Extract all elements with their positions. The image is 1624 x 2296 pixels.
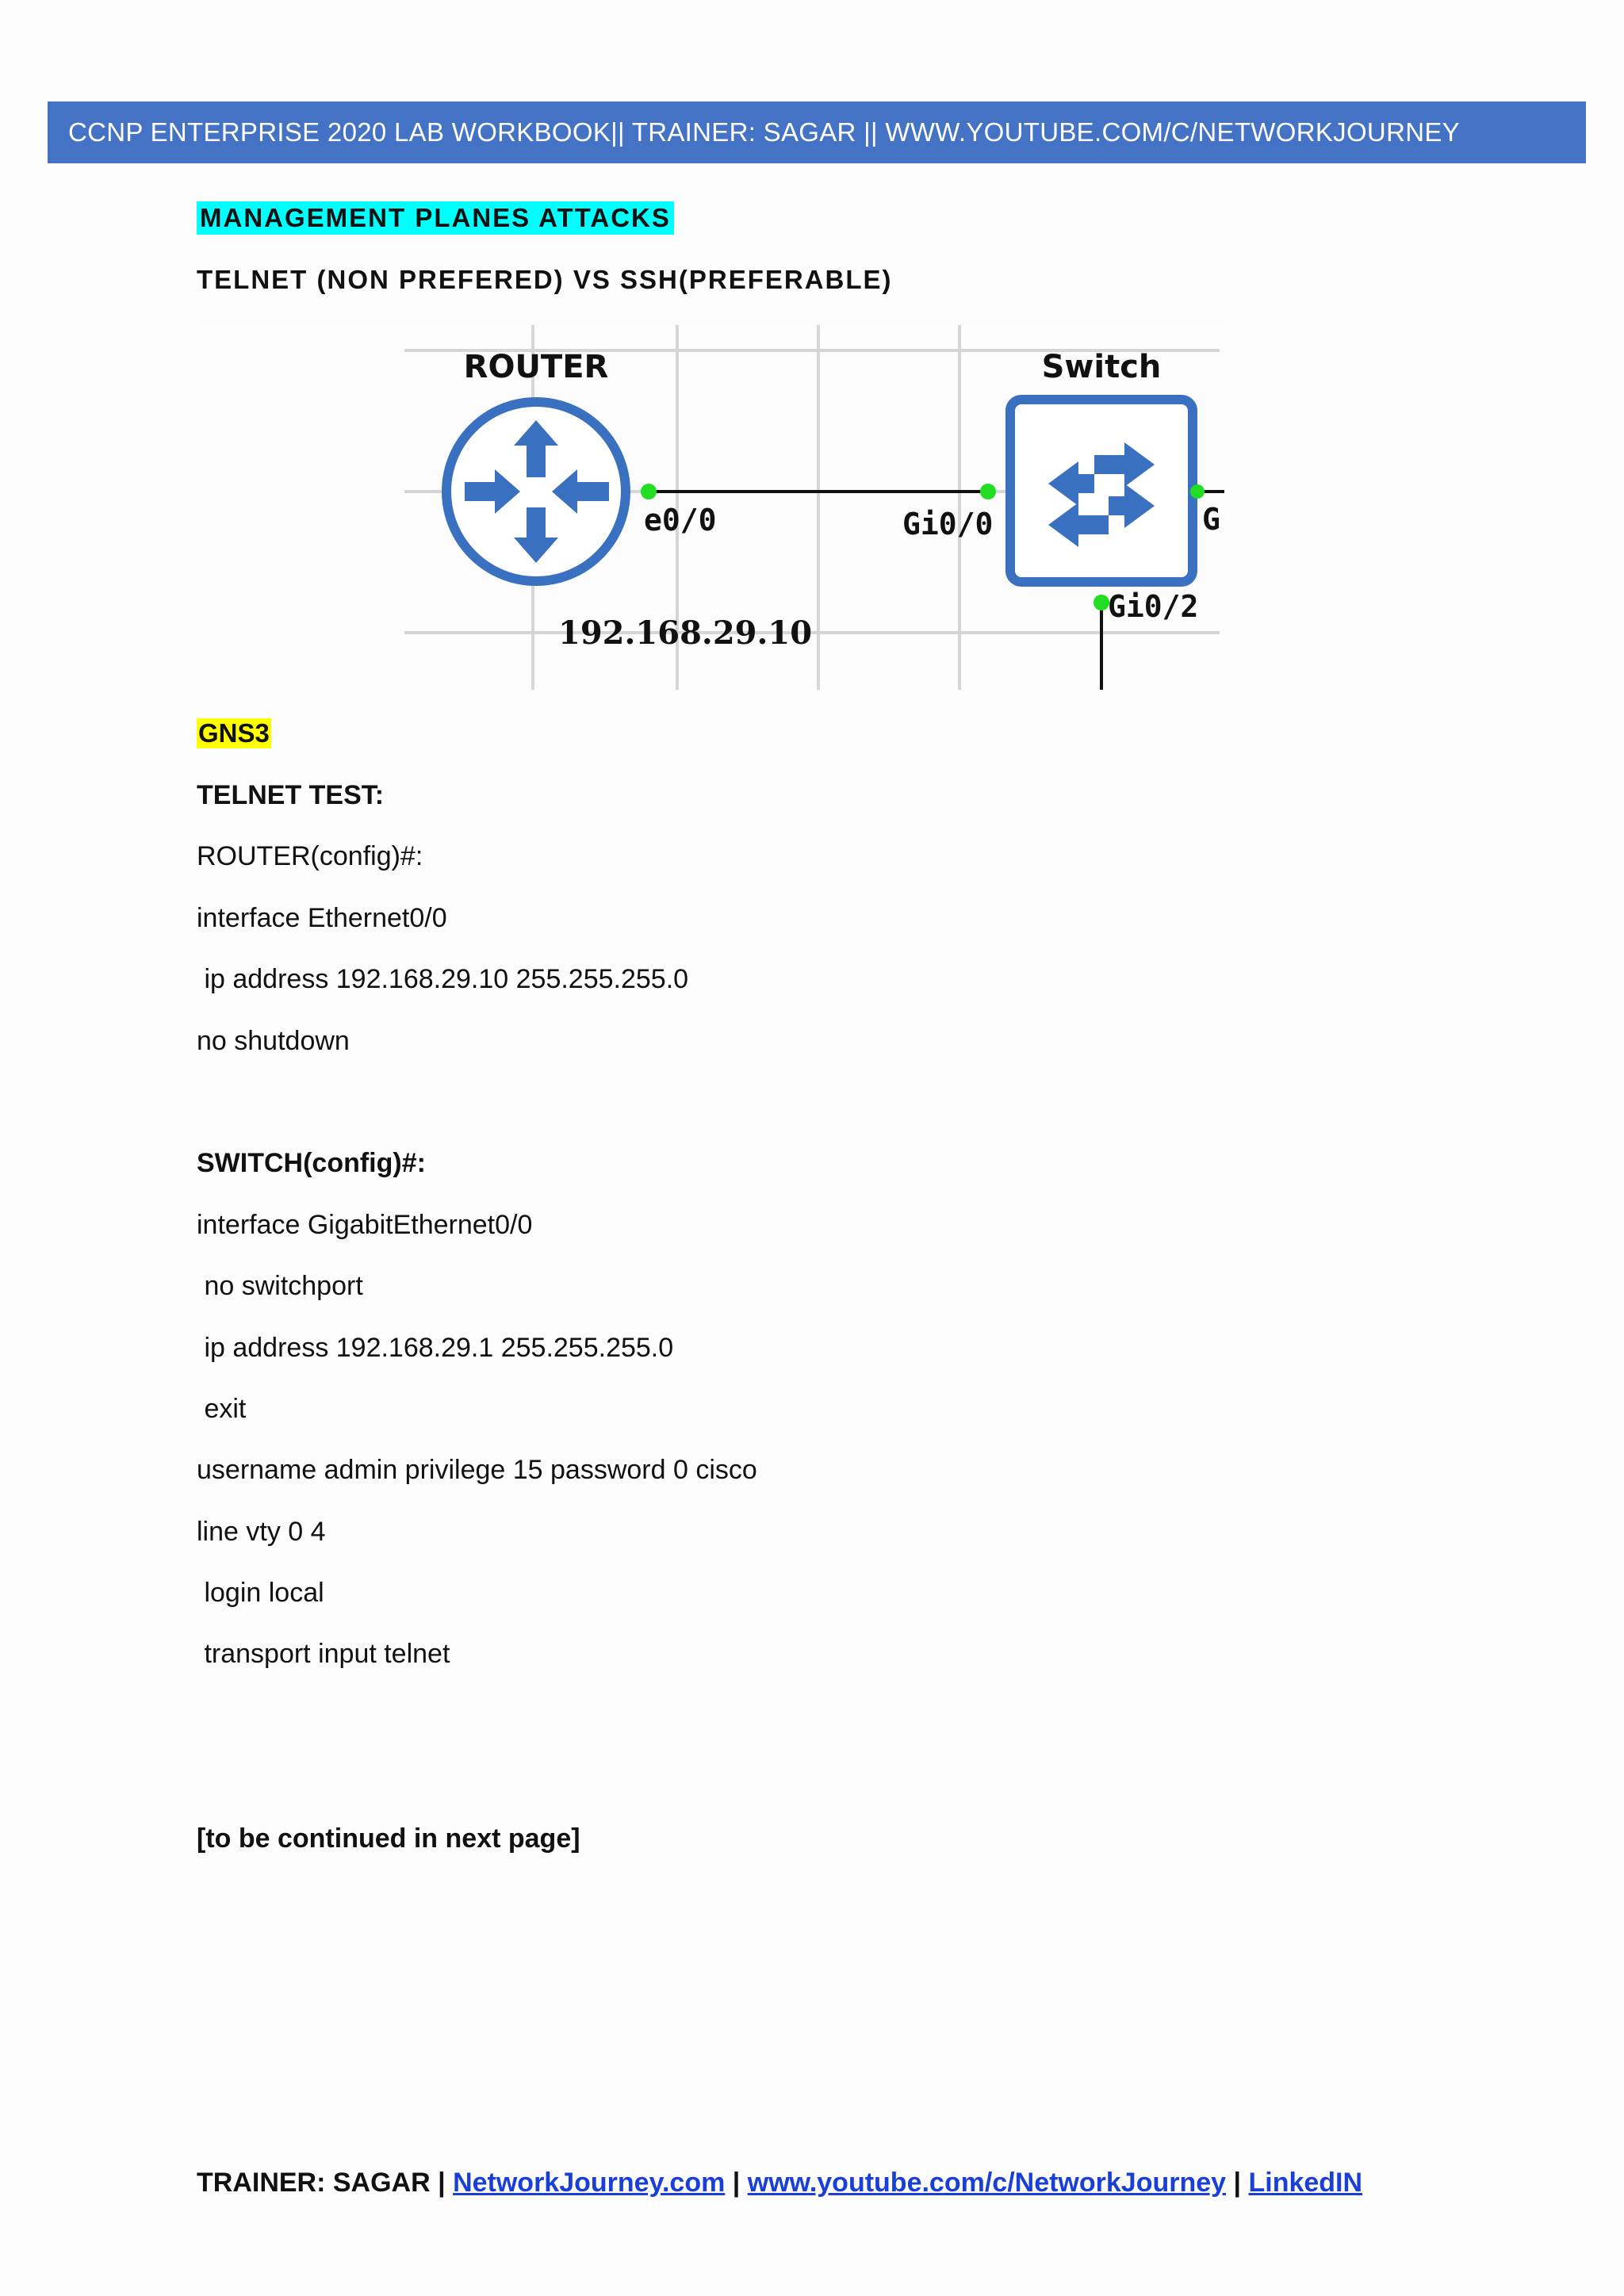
switch-port-bottom-label: Gi0/2 (1108, 589, 1199, 624)
linkedin-link[interactable]: LinkedIN (1248, 2168, 1363, 2198)
config-block (197, 780, 1386, 1701)
switch-port-bottom-dot (1094, 595, 1109, 610)
router-ip-label: 192.168.29.10 (558, 614, 813, 652)
config-line: interface Ethernet0/0 (197, 902, 447, 933)
config-line: no shutdown (197, 1025, 350, 1056)
switch-icon[interactable] (1010, 400, 1193, 582)
footer-trainer: TRAINER: SAGAR (197, 2168, 439, 2198)
config-line: line vty 0 4 (197, 1516, 326, 1547)
footer-separator: | (732, 2168, 741, 2198)
footer (197, 2168, 1362, 2198)
section-title: MANAGEMENT PLANES ATTACKS (197, 201, 674, 235)
network-diagram (201, 320, 1224, 690)
router-icon[interactable] (446, 402, 626, 581)
continued-note: [to be continued in next page] (197, 1823, 580, 1854)
config-line: transport input telnet (197, 1639, 450, 1670)
youtube-link[interactable]: www.youtube.com/c/NetworkJourney (747, 2168, 1227, 2198)
subtitle: TELNET (NON PREFERED) VS SSH(PREFERABLE) (197, 265, 893, 294)
switch-port-left-dot (980, 484, 996, 499)
networkjourney-link[interactable]: NetworkJourney.com (453, 2168, 726, 2198)
footer-separator: | (1233, 2168, 1242, 2198)
config-line: TELNET TEST: (197, 780, 385, 810)
header-text: CCNP ENTERPRISE 2020 LAB WORKBOOK|| TRAINER: SAGAR || WWW.YOUTUBE.COM/C/NETWORKJOURNEY (68, 117, 1460, 147)
config-line: SWITCH(config)#: (197, 1148, 426, 1179)
config-line: ROUTER(config)#: (197, 841, 423, 872)
config-line: ip address 192.168.29.1 255.255.255.0 (197, 1332, 674, 1363)
switch-label: Switch (1041, 349, 1162, 385)
router-label: ROUTER (463, 349, 609, 385)
config-line: username admin privilege 15 password 0 cisco (197, 1455, 757, 1486)
gns3-label: GNS3 (198, 718, 270, 748)
config-line: interface GigabitEthernet0/0 (197, 1209, 533, 1240)
switch-port-left-label: Gi0/0 (902, 507, 994, 541)
config-line: no switchport (197, 1271, 363, 1302)
router-port-label: e0/0 (644, 503, 717, 538)
config-line: login local (197, 1578, 324, 1609)
config-line: ip address 192.168.29.10 255.255.255.0 (197, 964, 689, 995)
footer-separator: | (438, 2168, 446, 2198)
router-port-dot (641, 484, 657, 499)
switch-port-right-label: G (1202, 502, 1220, 537)
switch-port-right-dot (1190, 484, 1205, 499)
config-line (197, 1087, 1386, 1148)
config-line: exit (197, 1393, 247, 1424)
header-bar (48, 101, 1586, 163)
